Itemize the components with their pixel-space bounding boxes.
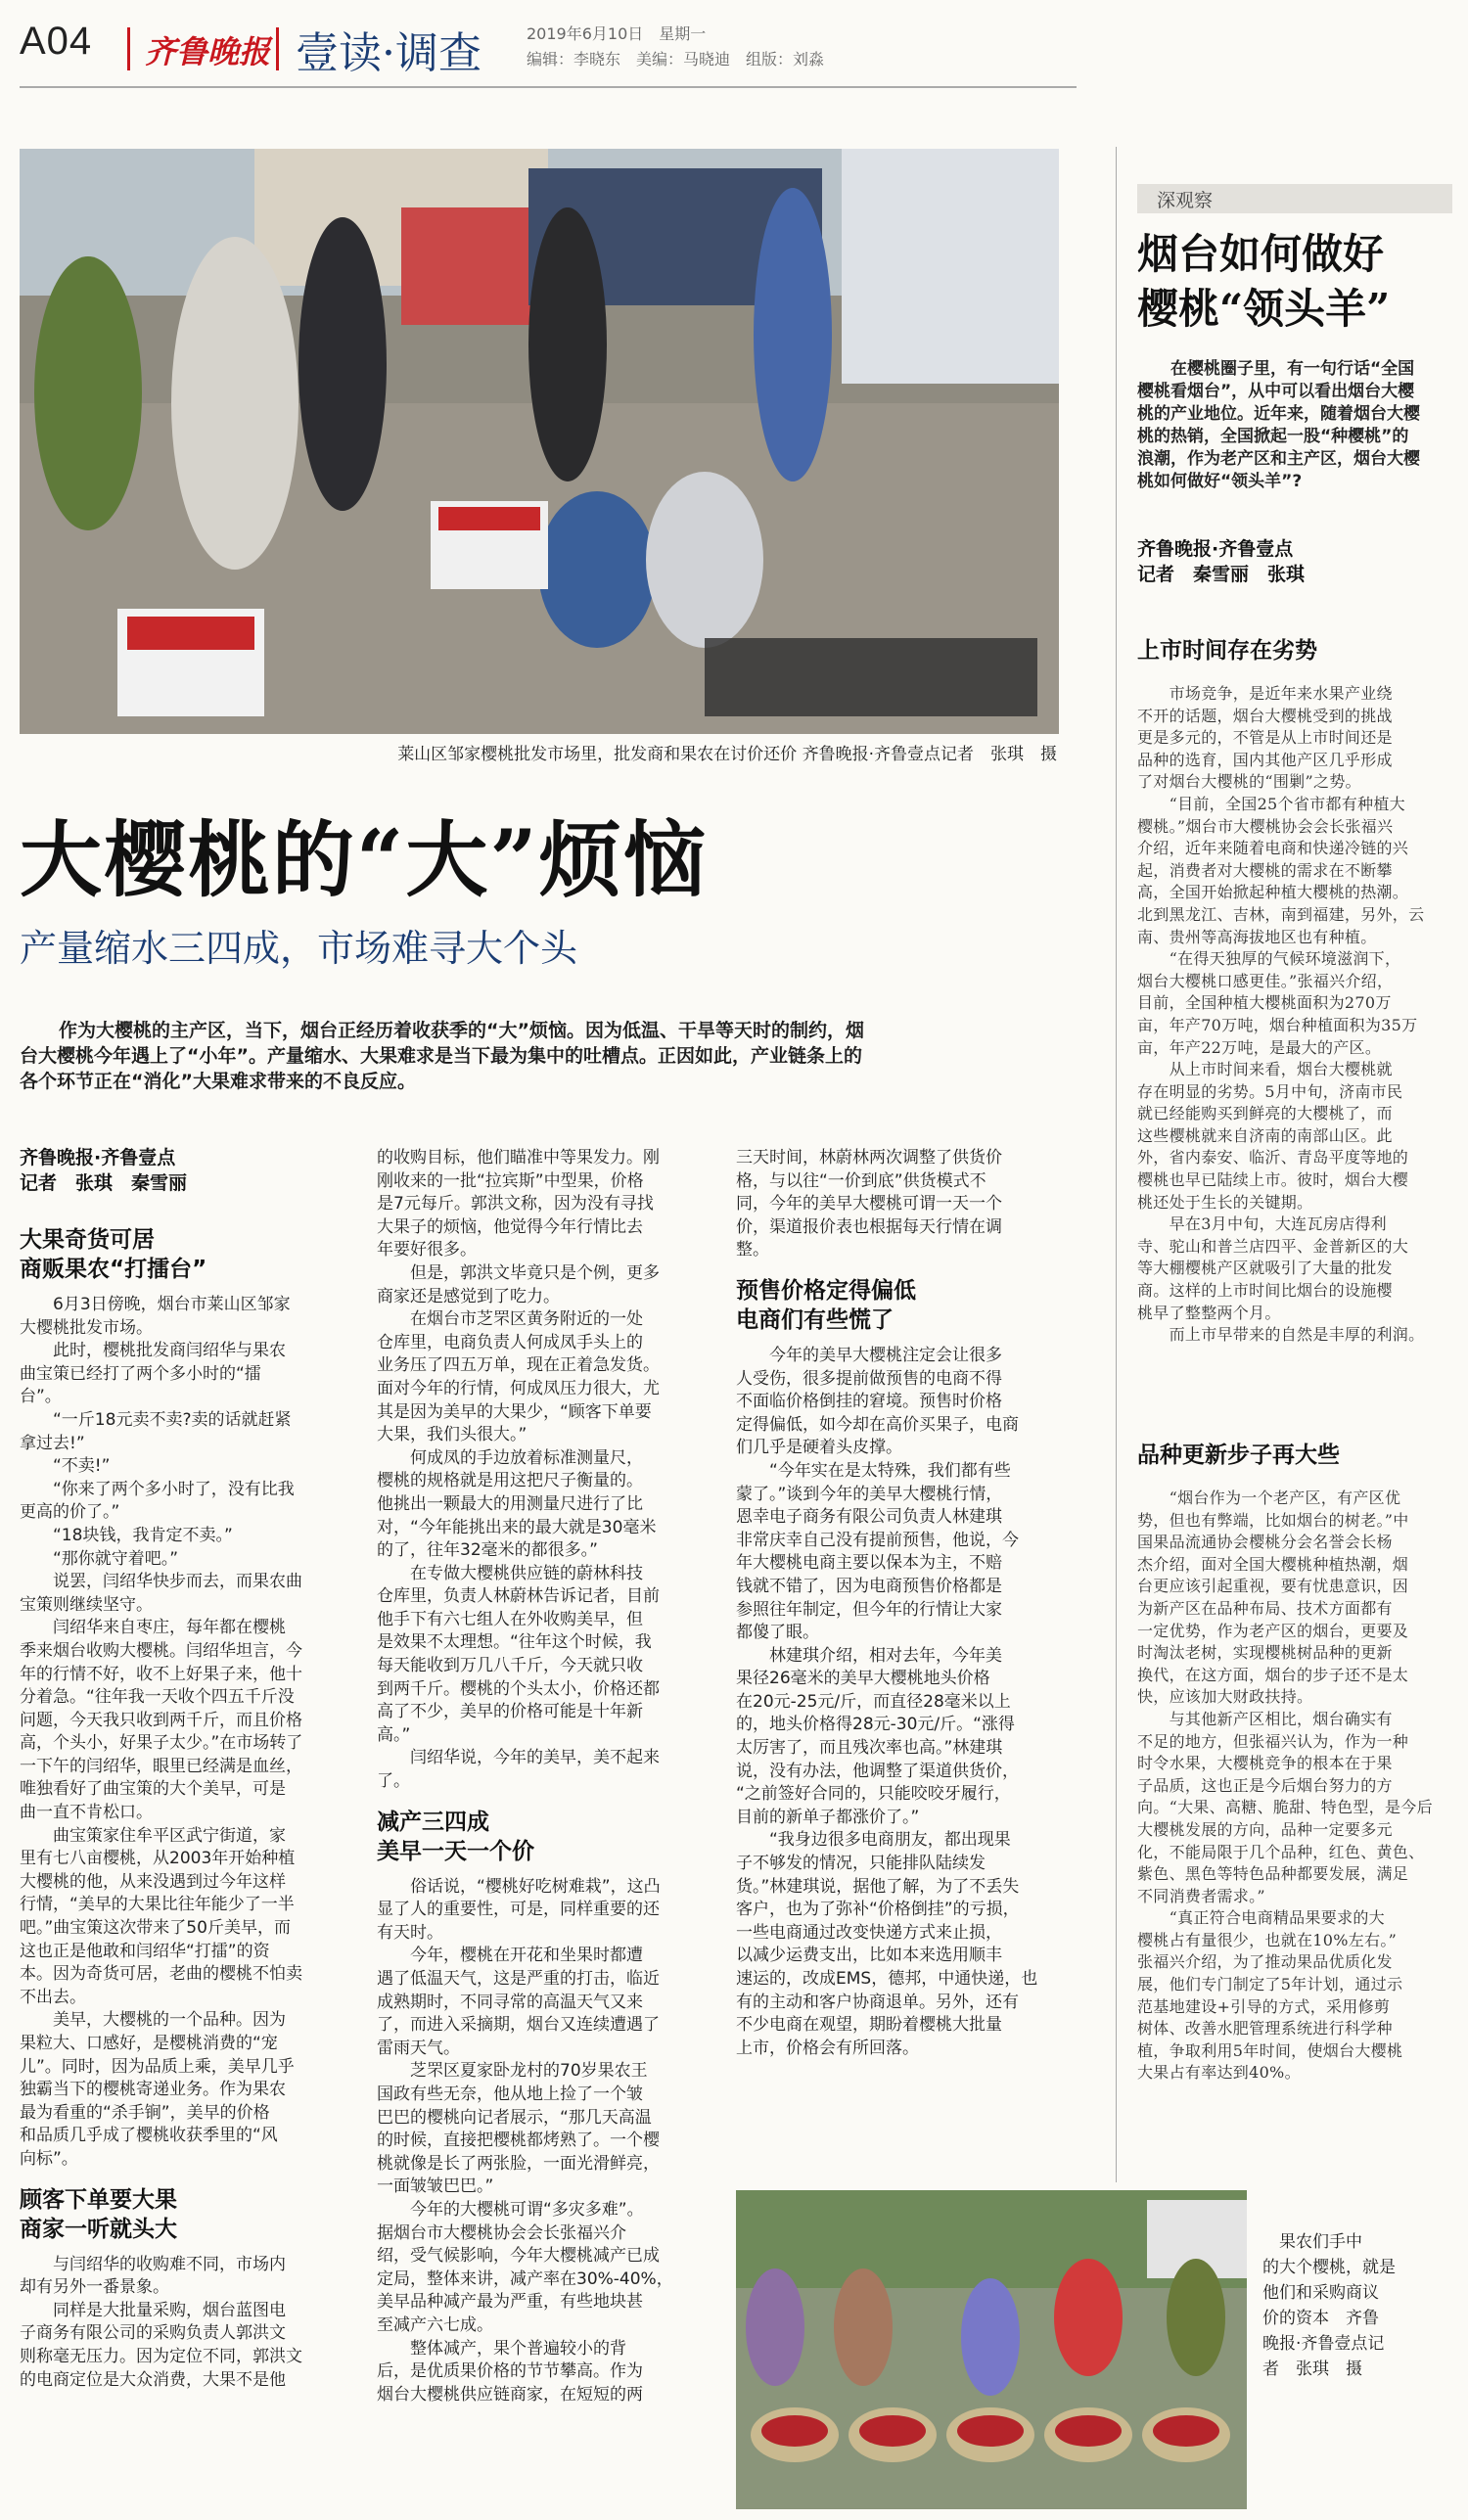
text-line: 今年，樱桃在开花和坐果时都遭 xyxy=(377,1946,643,1966)
text-line: 这也正是他敢和闫绍华“打擂”的资 xyxy=(20,1941,270,1961)
sidebar-subhead: 品种更新步子再大些 xyxy=(1137,1443,1340,1468)
subhead-line: 商贩果农“打擂台” xyxy=(20,1257,207,1282)
text-line: 仓库里，电商负责人何成凤手头上的 xyxy=(377,1332,643,1352)
sidebar-title xyxy=(1137,227,1390,337)
text-line: 亩，年产22万吨，是最大的产区。 xyxy=(1137,1037,1382,1057)
text-line: 大果占有率达到40%。 xyxy=(1137,2063,1301,2083)
body-text xyxy=(377,1876,700,2407)
text-line: 从上市时间来看，烟台大樱桃就 xyxy=(1137,1060,1393,1079)
text-line: 其是因为美早的大果少，“顾客下单要 xyxy=(377,1401,652,1422)
subhead-line: 美早一天一个价 xyxy=(377,1838,534,1864)
text-line: 子商务有限公司的采购负责人郭洪文 xyxy=(20,2323,286,2344)
text-line: 的时候，直接把樱桃都烤熟了。一个樱 xyxy=(377,2131,660,2151)
subhead xyxy=(736,1276,1059,1335)
text-line: 樱桃占有量很少，也就在10%左右。” xyxy=(1137,1930,1398,1949)
text-line: 势，但也有弊端，比如烟台的树老。”中 xyxy=(1137,1510,1409,1530)
text-line: 大果，我们头很大。” xyxy=(377,1425,528,1445)
text-line: 到两千斤。樱桃的个头太小，价格还都 xyxy=(377,1678,660,1699)
text-line: 仓库里，负责人林蔚林告诉记者，目前 xyxy=(377,1586,660,1607)
text-line: 树体、改善水肥管理系统进行科学种 xyxy=(1137,2019,1393,2039)
text-line: 说罢，闫绍华快步而去，而果农曲 xyxy=(20,1572,302,1592)
section-title: 壹读·调查 xyxy=(296,28,482,78)
headline: 大樱桃的“大”烦恼 xyxy=(20,811,708,908)
lead-line: 各个环节正在“消化”大果难求带来的不良反应。 xyxy=(20,1071,416,1092)
text-line: “不卖!” xyxy=(20,1456,111,1477)
text-line: 据烟台市大樱桃协会会长张福兴介 xyxy=(377,2222,626,2243)
text-line: 是效果不太理想。“往年这个时候，我 xyxy=(377,1632,652,1653)
text-line: 更高的价了。” xyxy=(20,1502,120,1523)
text-line: 行情，“美早的大果比往年能少了一半 xyxy=(20,1895,295,1915)
text-line: 巴巴的樱桃向记者展示，“那几天高温 xyxy=(377,2107,652,2128)
text-line: “之前签好合同的，只能咬咬牙履行， xyxy=(736,1784,1011,1805)
text-line: 一定优势，作为老产区的烟台，更要及 xyxy=(1137,1621,1409,1640)
column-tag xyxy=(1137,184,1452,213)
subhead xyxy=(20,1225,343,1284)
text-line: 他挑出一颗最大的用测量尺进行了比 xyxy=(377,1493,643,1514)
text-line: 定得偏低，如今却在高价买果子，电商 xyxy=(736,1414,1019,1435)
lead-line: 作为大樱桃的主产区，当下，烟台正经历着收获季的“大”烦恼。因为低温、干旱等天时的制约，烟 xyxy=(59,1020,864,1041)
text-line: 不开的话题，烟台大樱桃受到的挑战 xyxy=(1137,706,1393,725)
text-line: 问题，今天我只收到两千斤，而且价格 xyxy=(20,1710,302,1730)
text-line: 成熟期时，不同寻常的高温天气又来 xyxy=(377,1992,643,2012)
text-line: 烟台大樱桃供应链商家，在短短的两 xyxy=(377,2384,643,2405)
text-line: 大樱桃发展的方向，品种一定要多元 xyxy=(1137,1819,1393,1839)
text-line: 非常庆幸自己没有提前预售，他说，今 xyxy=(736,1530,1019,1550)
text-line: 快，应该加大财政扶持。 xyxy=(1137,1687,1313,1707)
text-line: 蒙了。”谈到今年的美早大樱桃行情， xyxy=(736,1484,1003,1504)
text-line: 的大个樱桃，就是 xyxy=(1262,2258,1396,2277)
text-line: 樱桃也早已陆续上市。彼时，烟台大樱 xyxy=(1137,1170,1409,1190)
text-line: 他手下有六七组人在外收购美早，但 xyxy=(377,1609,643,1629)
text-line: 北到黑龙江、吉林，南到福建，另外，云 xyxy=(1137,904,1425,924)
byline: 记者 秦雪丽 张琪 xyxy=(1137,564,1306,585)
text-line: 客户，也为了弥补“价格倒挂”的亏损， xyxy=(736,1900,1020,1920)
sidebar-body xyxy=(1137,683,1452,1347)
text-line: 桃的产业地位。近年来，随着烟台大樱 xyxy=(1137,404,1420,424)
sidebar-title-line: 烟台如何做好 xyxy=(1137,230,1385,278)
subhead xyxy=(20,2185,343,2244)
text-line: 存在明显的劣势。5月中旬，济南市民 xyxy=(1137,1081,1403,1101)
text-line: 他们和采购商议 xyxy=(1262,2283,1379,2303)
text-line: 一些电商通过改变快递方式来止损， xyxy=(736,1922,1002,1943)
text-line: 芝罘区夏家卧龙村的70岁果农王 xyxy=(377,2061,648,2082)
text-line: 台”。 xyxy=(20,1387,62,1407)
text-line: 更是多元的，不管是从上市时间还是 xyxy=(1137,728,1393,748)
subhead-line: 电商们有些慌了 xyxy=(736,1306,894,1333)
text-line: 货。”林建琪说，据他了解，为了不丢失 xyxy=(736,1876,1020,1897)
text-line: 与闫绍华的收购难不同，市场内 xyxy=(20,2254,286,2274)
text-line: 吧。”曲宝策这次带来了50斤美早，而 xyxy=(20,1918,291,1939)
lead-paragraph xyxy=(20,1018,1057,1094)
text-line: 但是，郭洪文毕竟只是个例，更多 xyxy=(377,1262,660,1283)
body-text xyxy=(20,1294,343,2172)
subhead-line: 预售价格定得偏低 xyxy=(736,1277,916,1304)
sidebar-byline xyxy=(1137,536,1305,587)
divider xyxy=(276,27,279,70)
vendors-photo-caption xyxy=(1262,2229,1458,2382)
text-line: 至减产六七成。 xyxy=(377,2314,493,2335)
text-line: 目前的新单子都涨价了。” xyxy=(736,1807,920,1827)
text-line: 国政有些无奈，他从地上捡了一个皱 xyxy=(377,2084,643,2104)
editor-credits: 编辑：李晓东 美编：马晓迪 组版：刘淼 xyxy=(527,50,825,69)
text-line: 美早，大樱桃的一个品种。因为 xyxy=(20,2010,286,2031)
text-line: 却有另外一番景象。 xyxy=(20,2277,169,2298)
text-line: “烟台作为一个老产区，有产区优 xyxy=(1137,1489,1401,1507)
text-line: “那你就守着吧。” xyxy=(20,1548,179,1569)
lead-line: 台大樱桃今年遇上了“小年”。产量缩水、大果难求是当下最为集中的吐槽点。正因如此，产业链条上的 xyxy=(20,1045,862,1067)
text-line: 闫绍华说，今年的美早，美不起来 xyxy=(377,1748,660,1768)
text-line: 了。 xyxy=(377,1771,410,1792)
text-line: 林建琪介绍，相对去年，今年美 xyxy=(736,1645,1002,1666)
text-line: 们几乎是硬着头皮撑。 xyxy=(736,1438,902,1458)
text-line: 而上市早带来的自然是丰厚的利润。 xyxy=(1137,1325,1425,1345)
text-line: 桃还处于生长的关键期。 xyxy=(1137,1192,1313,1212)
text-line: 对，“今年能挑出来的最大就是30毫米 xyxy=(377,1517,657,1537)
text-line: 桃早了整整两个月。 xyxy=(1137,1303,1281,1322)
text-line: 高，全国开始掀起种植大樱桃的热潮。 xyxy=(1137,883,1409,902)
text-line: 展，他们专门制定了5年计划，通过示 xyxy=(1137,1975,1403,1994)
text-line: 高，个头小，好果子太少。”在市场转了 xyxy=(20,1733,303,1754)
text-line: “真正符合电商精品果要求的大 xyxy=(1137,1908,1385,1928)
text-line: 不出去。 xyxy=(20,1987,86,2007)
text-line: 显了人的重要性，可是，同样重要的还 xyxy=(377,1900,660,1920)
text-line: 亩，年产70万吨，烟台种植面积为35万 xyxy=(1137,1015,1418,1034)
text-line: 同样是大批量采购，烟台蓝图电 xyxy=(20,2300,286,2320)
text-line: 介绍，近年来随着电商和快递冷链的兴 xyxy=(1137,839,1409,858)
text-line: 人受伤，很多提前做预售的电商不得 xyxy=(736,1368,1002,1389)
page-number: A04 xyxy=(20,20,93,63)
text-line: “18块钱，我肯定不卖。” xyxy=(20,1525,233,1545)
text-line: 不少电商在观望，期盼着樱桃大批量 xyxy=(736,2015,1002,2036)
article-column-3 xyxy=(736,1147,1059,2060)
text-line: 为新产区在品种布局、技术方面都有 xyxy=(1137,1598,1393,1618)
text-line: 高。” xyxy=(377,1724,411,1745)
text-line: 起，消费者对大樱桃的需求在不断攀 xyxy=(1137,860,1393,880)
text-line: 太厉害了，而且残次率也高。”林建琪 xyxy=(736,1738,1003,1759)
text-line: 桃如何做好“领头羊”? xyxy=(1137,472,1303,491)
text-line: 台更应该引起重视，要有忧患意识，因 xyxy=(1137,1577,1409,1596)
text-line: 绍，受气候影响，今年大樱桃减产已成 xyxy=(377,2246,660,2267)
text-line: 年的行情不好，收不上好果子来，他十 xyxy=(20,1664,302,1684)
text-line: 了，而进入采摘期，烟台又连续遭遇了 xyxy=(377,2015,660,2036)
text-line: 面对今年的行情，何成凤压力很大，尤 xyxy=(377,1378,660,1398)
text-line: 不同消费者需求。” xyxy=(1137,1886,1265,1905)
byline: 记者 张琪 秦雪丽 xyxy=(20,1172,188,1194)
text-line: 说，没有办法，他调整了渠道供货价， xyxy=(736,1761,1019,1781)
text-line: 市场竞争，是近年来水果产业绕 xyxy=(1137,684,1393,703)
text-line: 有的主动和客户协商退单。另外，还有 xyxy=(736,1992,1019,2012)
text-line: 曲宝策家住牟平区武宁街道，家 xyxy=(20,1825,286,1846)
text-line: 向标”。 xyxy=(20,2148,78,2169)
text-line: 杰介绍，面对全国大樱桃种植热潮，烟 xyxy=(1137,1554,1409,1574)
byline: 齐鲁晚报·齐鲁壹点 xyxy=(20,1147,176,1168)
text-line: 整体减产，果个普遍较小的背 xyxy=(377,2338,626,2359)
text-line: “在得天独厚的气候环境滋润下， xyxy=(1137,949,1401,969)
text-line: 大樱桃的他，从来没遇到过今年这样 xyxy=(20,1871,286,1892)
text-line: 高了不少，美早的价格可能是十年新 xyxy=(377,1702,643,1722)
sidebar-body xyxy=(1137,1488,1452,2085)
text-line: 则称毫无压力。因为定位不同，郭洪文 xyxy=(20,2346,302,2366)
text-line: 的了，往年32毫米的都很多。” xyxy=(377,1540,598,1561)
subheadline: 产量缩水三四成，市场难寻大个头 xyxy=(20,927,578,970)
text-line: 子品质，这也正是今后烟台努力的方 xyxy=(1137,1775,1393,1795)
text-line: 今年的大樱桃可谓“多灾多难”。 xyxy=(377,2199,644,2220)
text-line: 同，今年的美早大樱桃可谓一天一个 xyxy=(736,1194,1002,1214)
text-line: 唯独看好了曲宝策的大个美早，可是 xyxy=(20,1779,286,1800)
text-line: 本。因为奇货可居，老曲的樱桃不怕卖 xyxy=(20,1964,302,1985)
issue-date: 2019年6月10日 星期一 xyxy=(527,24,707,43)
text-line: 的，地头价格得28元-30元/斤。“涨得 xyxy=(736,1715,1015,1735)
text-line: 拿过去!” xyxy=(20,1433,85,1453)
text-line: 以减少运费支出，比如本来选用顺丰 xyxy=(736,1946,1002,1966)
text-line: 范基地建设+引导的方式，采用修剪 xyxy=(1137,1996,1391,2016)
text-line: 时淘汰老树，实现樱桃树品种的更新 xyxy=(1137,1643,1393,1663)
text-line: 一面皱皱巴巴。” xyxy=(377,2176,494,2197)
sidebar-subhead: 上市时间存在劣势 xyxy=(1137,638,1317,664)
text-line: 在20元-25元/斤，而直径28毫米以上 xyxy=(736,1691,1011,1712)
text-line: 大樱桃批发市场。 xyxy=(20,1317,153,1338)
text-line: 独霸当下的樱桃寄递业务。作为果农 xyxy=(20,2080,286,2100)
text-line: 最为看重的“杀手锏”，美早的价格 xyxy=(20,2102,270,2123)
text-line: 的收购目标，他们瞄准中等果发力。刚 xyxy=(377,1148,660,1168)
text-line: 国果品流通协会樱桃分会名誉会长杨 xyxy=(1137,1533,1393,1552)
article-column-2 xyxy=(377,1147,700,2406)
header-rule xyxy=(20,86,1077,88)
newspaper-logo: 齐鲁晚报 xyxy=(145,33,271,70)
text-line: 年大樱桃电商主要以保本为主，不赔 xyxy=(736,1553,1002,1574)
text-line: 上市，价格会有所回落。 xyxy=(736,2038,919,2058)
text-line: 向。“大果、高糖、脆甜、特色型，是今后 xyxy=(1137,1798,1433,1817)
text-line: 6月3日傍晚，烟台市莱山区邹家 xyxy=(20,1295,291,1314)
photo-caption: 莱山区邹家樱桃批发市场里，批发商和果农在讨价还价 齐鲁晚报·齐鲁壹点记者 张琪 摄 xyxy=(397,745,1057,764)
column-tag-label: 深观察 xyxy=(1157,190,1214,211)
text-line: 和品质几乎成了樱桃收获季里的“风 xyxy=(20,2126,278,2146)
text-line: 果农们手中 xyxy=(1262,2232,1362,2252)
text-line: 早在3月中旬，大连瓦房店得利 xyxy=(1137,1214,1387,1234)
text-line: “我身边很多电商朋友，都出现果 xyxy=(736,1830,1011,1851)
body-text xyxy=(20,2254,343,2393)
text-line: 季来烟台收购大樱桃。闫绍华坦言，今 xyxy=(20,1640,302,1661)
sidebar-lead xyxy=(1137,358,1452,493)
text-line: 整。 xyxy=(736,1240,769,1260)
text-line: 三天时间，林蔚林两次调整了供货价 xyxy=(736,1148,1002,1168)
text-line: 定局，整体来讲，减产率在30%-40%， xyxy=(377,2268,673,2289)
text-line: 俗话说，“樱桃好吃树难栽”，这凸 xyxy=(377,1876,661,1897)
text-line: 外，省内泰安、临沂、青岛平度等地的 xyxy=(1137,1148,1409,1168)
masthead xyxy=(20,14,1448,82)
text-line: 价的资本 齐鲁 xyxy=(1262,2309,1379,2328)
text-line: 钱就不错了，因为电商预售价格都是 xyxy=(736,1576,1002,1596)
body-text xyxy=(377,1147,700,1794)
text-line: 张福兴介绍，为了推动果品优质化发 xyxy=(1137,1952,1393,1972)
text-line: “一斤18元卖不卖?卖的话就赶紧 xyxy=(20,1409,292,1430)
text-line: 今年的美早大樱桃注定会让很多 xyxy=(736,1345,1002,1365)
text-line: 参照往年制定，但今年的行情让大家 xyxy=(736,1599,1002,1620)
text-line: 在烟台市芝罘区黄务附近的一处 xyxy=(377,1309,643,1330)
text-line: 速运的，改成EMS，德邦，中通快递，也 xyxy=(736,1969,1038,1989)
text-line: 等大棚樱桃产区就吸引了大量的批发 xyxy=(1137,1259,1393,1278)
body-text xyxy=(736,1345,1059,2060)
text-line: 不足的地方，但张福兴认为，作为一种 xyxy=(1137,1731,1409,1751)
text-line: 桃的热销，全国掀起一股“种樱桃”的 xyxy=(1137,427,1409,446)
article-column-1 xyxy=(20,1145,343,2392)
text-line: 雷雨天气。 xyxy=(377,2038,460,2058)
text-line: “目前，全国25个省市都有种植大 xyxy=(1137,794,1405,813)
text-line: 在樱桃圈子里，有一句行话“全国 xyxy=(1137,359,1415,379)
divider xyxy=(127,27,130,70)
subhead-line: 商家一听就头大 xyxy=(20,2216,177,2242)
byline: 齐鲁晚报·齐鲁壹点 xyxy=(1137,538,1294,560)
text-line: 业务压了四五万单，现在正着急发货。 xyxy=(377,1355,660,1376)
text-line: 大果子的烦恼，他觉得今年行情比去 xyxy=(377,1216,643,1237)
text-line: 南、贵州等高海拔地区也有种植。 xyxy=(1137,927,1377,946)
text-line: 不面临价格倒挂的窘境。预售时价格 xyxy=(736,1392,1002,1412)
text-line: “你来了两个多小时了，没有比我 xyxy=(20,1479,295,1499)
text-line: 这些樱桃就来自济南的南部山区。此 xyxy=(1137,1125,1393,1145)
text-line: 美早品种减产最为严重，有些地块甚 xyxy=(377,2292,643,2313)
text-line: 烟台大樱桃口感更佳。”张福兴介绍， xyxy=(1137,971,1394,990)
text-line: 樱桃。”烟台市大樱桃协会会长张福兴 xyxy=(1137,816,1394,836)
text-line: 里有七八亩樱桃，从2003年开始种植 xyxy=(20,1849,296,1869)
text-line: 植，争取利用5年时间，使烟台大樱桃 xyxy=(1137,2040,1403,2060)
text-line: 儿”。同时，因为品质上乘，美早几乎 xyxy=(20,2056,295,2077)
subhead-line: 大果奇货可居 xyxy=(20,1227,155,1253)
text-line: 樱桃看烟台”，从中可以看出烟台大樱 xyxy=(1137,382,1415,401)
text-line: 商家还是感觉到了吃力。 xyxy=(377,1286,560,1306)
text-line: 桃就像是长了两张脸，一面光滑鲜亮， xyxy=(377,2153,660,2174)
text-line: 是7元每斤。郭洪文称，因为没有寻找 xyxy=(377,1194,654,1214)
text-line: 品种的选育，国内其他产区几乎形成 xyxy=(1137,750,1393,769)
text-line: 一下午的闫绍华，眼里已经满是血丝， xyxy=(20,1756,302,1776)
text-line: 与其他新产区相比，烟台确实有 xyxy=(1137,1709,1393,1728)
text-line: 曲宝策已经打了两个多小时的“擂 xyxy=(20,1363,261,1384)
text-line: 何成凤的手边放着标准测量尺， xyxy=(377,1447,643,1468)
text-line: 闫绍华来自枣庄，每年都在樱桃 xyxy=(20,1618,286,1638)
subhead xyxy=(377,1808,700,1866)
text-line: 紫色、黑色等特色品种都要发展，满足 xyxy=(1137,1864,1409,1884)
text-line: 分着急。“往年我一天收个四五千斤没 xyxy=(20,1687,295,1708)
text-line: 樱桃的规格就是用这把尺子衡量的。 xyxy=(377,1471,643,1491)
text-line: 商。这样的上市时间比烟台的设施樱 xyxy=(1137,1281,1393,1301)
text-line: 换代，在这方面，烟台的步子还不是太 xyxy=(1137,1665,1409,1684)
text-line: 化，不能局限于几个品种，红色、黄色、 xyxy=(1137,1842,1425,1861)
sidebar-title-line: 樱桃“领头羊” xyxy=(1137,285,1391,333)
text-line: “今年实在是太特殊，我们都有些 xyxy=(736,1460,1011,1481)
text-line: 遇了低温天气，这是严重的打击，临近 xyxy=(377,1969,660,1989)
text-line: 此时，樱桃批发商闫绍华与果农 xyxy=(20,1341,286,1361)
text-line: 目前，全国种植大樱桃面积为270万 xyxy=(1137,993,1392,1013)
text-line: 有天时。 xyxy=(377,1922,443,1943)
text-line: 格，与以往“一价到底”供货模式不 xyxy=(736,1170,986,1191)
text-line: 浪潮，作为老产区和主产区，烟台大樱 xyxy=(1137,449,1420,469)
text-line: 晚报·齐鲁壹点记 xyxy=(1262,2334,1385,2354)
text-line: 寺、驼山和普兰店四平、金普新区的大 xyxy=(1137,1236,1409,1256)
text-line: 都傻了眼。 xyxy=(736,1623,819,1643)
text-line: 曲一直不肯松口。 xyxy=(20,1803,153,1823)
subhead-line: 减产三四成 xyxy=(377,1809,489,1835)
text-line: 年要好很多。 xyxy=(377,1240,477,1260)
text-line: 后，是优质果价格的节节攀高。作为 xyxy=(377,2361,643,2382)
text-line: 在专做大樱桃供应链的蔚林科技 xyxy=(377,1563,643,1583)
text-line: 就已经能购买到鲜亮的大樱桃了，而 xyxy=(1137,1104,1393,1123)
text-line: 了对烟台大樱桃的“围剿”之势。 xyxy=(1137,772,1361,792)
text-line: 果粒大、口感好，是樱桃消费的“宠 xyxy=(20,2034,278,2053)
text-line: 者 张琪 摄 xyxy=(1262,2360,1362,2379)
text-line: 时令水果，大樱桃竞争的根本在于果 xyxy=(1137,1754,1393,1773)
text-line: 宝策则继续坚守。 xyxy=(20,1594,153,1615)
body-text xyxy=(736,1147,1059,1262)
text-line: 恩幸电子商务有限公司负责人林建琪 xyxy=(736,1507,1002,1528)
text-line: 每天能收到万几八千斤，今天就只收 xyxy=(377,1656,643,1676)
text-line: 价，渠道报价表也根据每天行情在调 xyxy=(736,1216,1002,1237)
text-line: 果径26毫米的美早大樱桃地头价格 xyxy=(736,1669,990,1689)
subhead-line: 顾客下单要大果 xyxy=(20,2186,177,2213)
vendors-photo xyxy=(736,2190,1247,2509)
text-line: 子不够发的情况，只能排队陆续发 xyxy=(736,1854,986,1874)
text-line: 刚收来的一批“拉宾斯”中型果，价格 xyxy=(377,1170,644,1191)
main-photo xyxy=(20,149,1059,734)
column-divider xyxy=(1116,147,1117,2182)
text-line: 的电商定位是大众消费，大果不是他 xyxy=(20,2369,286,2390)
